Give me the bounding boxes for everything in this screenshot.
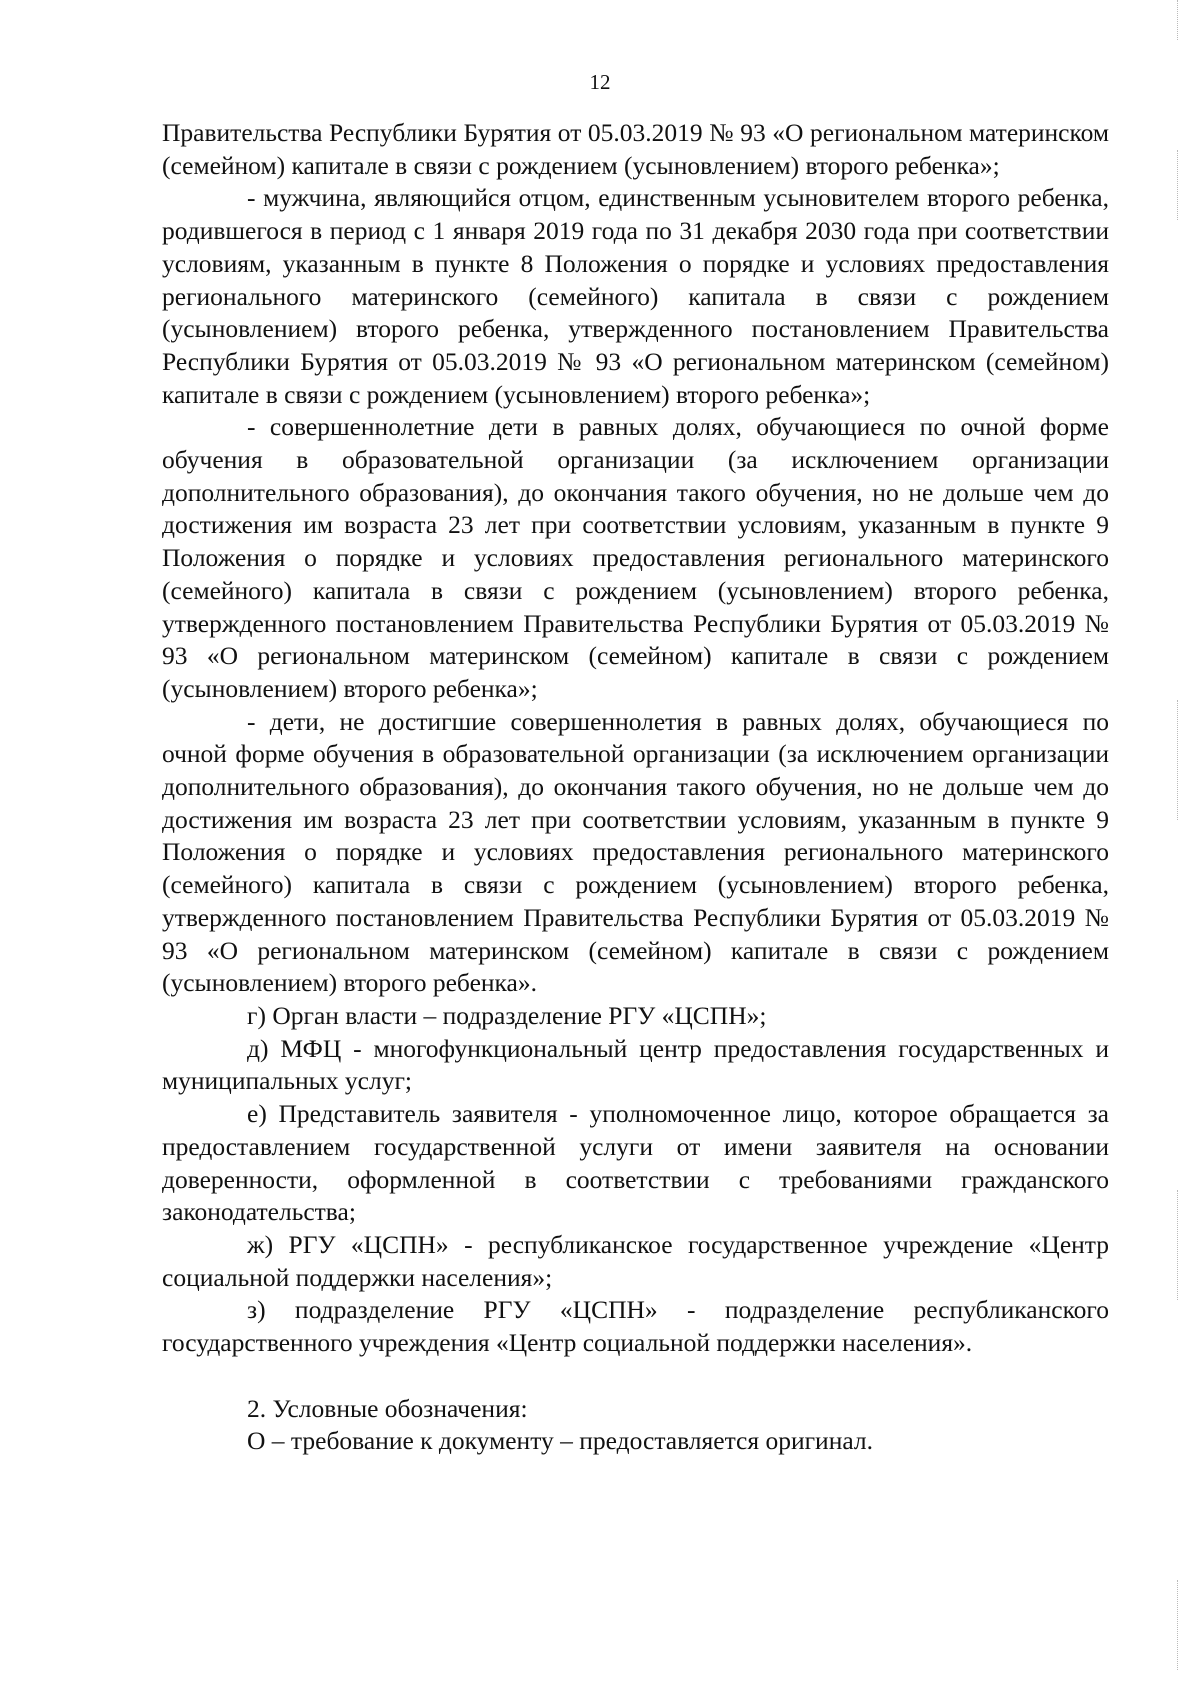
definition-representative: е) Представитель заявителя - уполномоченное лицо, которое обращается за предоставлением государственной услуги от имени заявителя на основании доверенности, оформленной в соответствии с требованиями гражданского законодательства; [162,1099,1109,1227]
document-body [162,117,1109,1458]
definition-rgu-cspn-division: з) подразделение РГУ «ЦСПН» - подразделение республиканского государственного учреждения «Центр социальной поддержки населения». [162,1295,1109,1358]
definition-rgu-cspn: ж) РГУ «ЦСПН» - республиканское государственное учреждение «Центр социальной поддержки населения»; [162,1229,1109,1292]
definition-mfc: д) МФЦ - многофункциональный центр предоставления государственных и муниципальных услуг; [162,1033,1109,1096]
scan-edge-mark [1177,0,1178,40]
scan-edge-mark [1177,1580,1178,1670]
paragraph-minor-children: - дети, не достигшие совершеннолетия в равных долях, обучающиеся по очной форме обучения в образовательной организации (за исключением организации дополнительного образования), до окончания такого обучения, но не дольше чем до достижения им возраста 23 лет при соответствии условиям, указанным в пункте 9 Положения о порядке и условиях предоставления регионального материнского (семейного) капитала в связи с рождением (усыновлением) второго ребенка, утвержденного постановлением Правительства Республики Бурятия от 05.03.2019 № 93 «О региональном материнском (семейном) капитале в связи с рождением (усыновлением) второго ребенка». [162,706,1109,998]
section-heading: 2. Условные обозначения: [247,1393,528,1423]
scan-edge-mark [1177,700,1178,820]
paragraph-adult-children: - совершеннолетние дети в равных долях, обучающиеся по очной форме обучения в образовательной организации (за исключением организации дополнительного образования), до окончания такого обучения, но не дольше чем до достижения им возраста 23 лет при соответствии условиям, указанным в пункте 9 Положения о порядке и условиях предоставления регионального материнского (семейного) капитала в связи с рождением (усыновлением) второго ребенка, утвержденного постановлением Правительства Республики Бурятия от 05.03.2019 № 93 «О региональном материнском (семейном) капитале в связи с рождением (усыновлением) второго ребенка»; [162,412,1109,703]
paragraph-father: - мужчина, являющийся отцом, единственным усыновителем второго ребенка, родившегося в период с 1 января 2019 года по 31 декабря 2030 года при соответствии условиям, указанным в пункте 8 Положения о порядке и условиях предоставления регионального материнского (семейного) капитала в связи с рождением (усыновлением) второго ребенка, утвержденного постановлением Правительства Республики Бурятия от 05.03.2019 № 93 «О региональном материнском (семейном) капитале в связи с рождением (усыновлением) второго ребенка»; [162,183,1109,409]
paragraph-continuation: Правительства Республики Бурятия от 05.03.2019 № 93 «О региональном материнском (семейном) капитале в связи с рождением (усыновлением) второго ребенка»; [162,118,1109,180]
scan-edge-mark [1177,150,1178,220]
page-number: 12 [589,70,611,94]
definition-authority: г) Орган власти – подразделение РГУ «ЦСПН»; [247,1000,767,1030]
scan-edge-mark [1177,1190,1178,1300]
legend-item: О – требование к документу – предоставляется оригинал. [247,1426,873,1456]
